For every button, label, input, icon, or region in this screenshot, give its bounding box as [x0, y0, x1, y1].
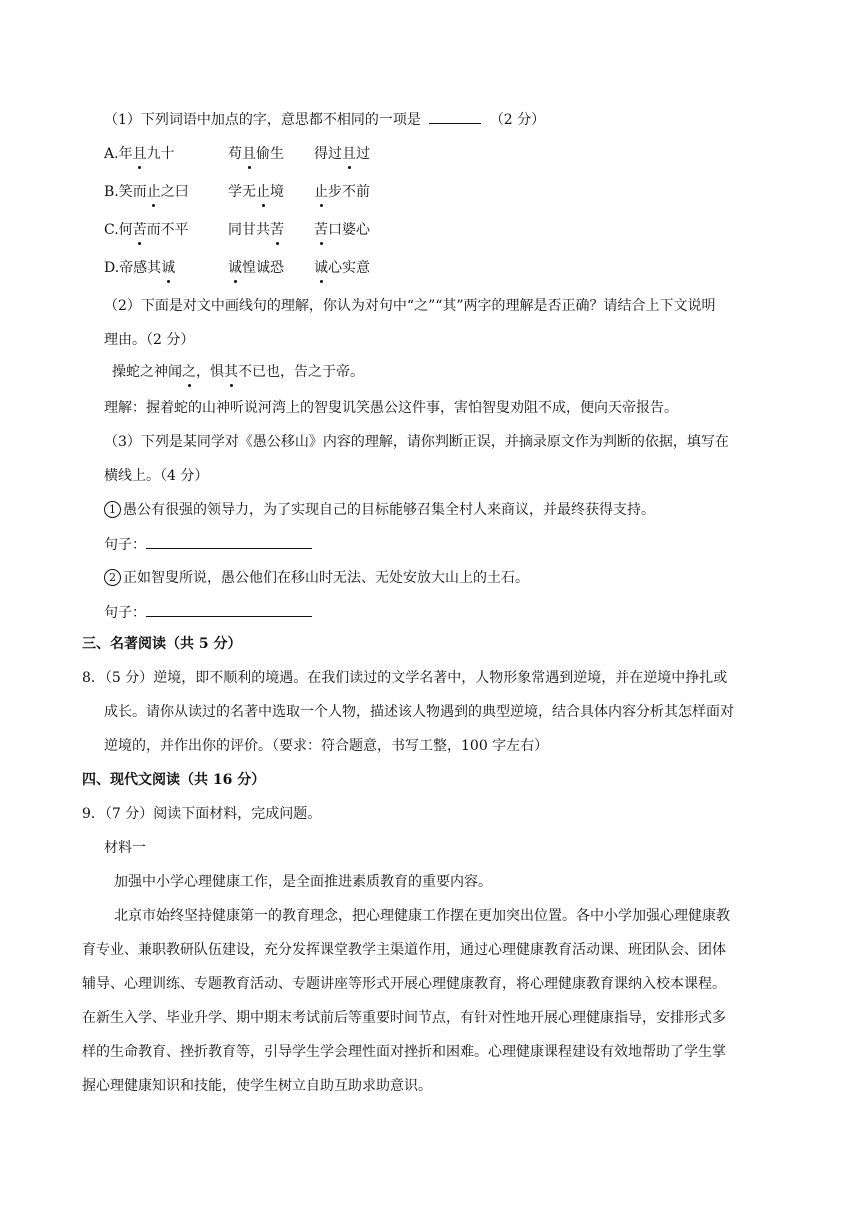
word-text: 何	[118, 222, 133, 238]
q7-sub2-quote	[112, 362, 364, 382]
option-label: A.	[104, 146, 119, 162]
dotted-char: 诚	[228, 260, 242, 276]
q7-sub1-prompt	[104, 110, 545, 130]
circled-number-1: 1	[104, 501, 121, 518]
option-row-d	[104, 258, 175, 278]
word-text: 得过	[314, 146, 342, 162]
quote-text: 操蛇之神闻	[112, 364, 182, 380]
material-para2-line: 在新生入学、毕业升学、期中期末考试前后等重要时间节点，有针对性地开展心理健康指导，安排形式多	[82, 1010, 726, 1026]
q7-sub1-score: （2 分）	[489, 112, 546, 128]
option-c-word2	[228, 220, 284, 240]
word-text: 境	[270, 184, 284, 200]
sentence-answer-line[interactable]	[146, 534, 312, 549]
q7-sub3-sentence1	[104, 534, 312, 555]
q7-sub3-prompt-line2: 横线上。（4 分）	[104, 468, 209, 484]
q9-prompt: 9．（7 分）阅读下面材料，完成问题。	[82, 806, 322, 822]
item2-text: 正如智叟所说，愚公他们在移山时无法、无处安放大山上的土石。	[123, 570, 529, 586]
option-d-word2	[228, 258, 284, 278]
option-b-word3	[314, 182, 370, 202]
option-label: B.	[104, 184, 119, 200]
section3-heading: 三、名著阅读（共 5 分）	[82, 636, 242, 652]
section4-heading: 四、现代文阅读（共 16 分）	[82, 772, 266, 788]
dotted-char: 诚	[161, 260, 176, 276]
material-para2-line: 样的生命教育、挫折教育等，引导学生学会理性面对挫折和困难。心理健康课程建设有效地帮助了学生掌	[82, 1044, 726, 1060]
material-para2-line: 辅导、心理训练、专题教育活动、专题讲座等形式开展心理健康教育，将心理健康教育课纳入校本课程。	[82, 976, 726, 992]
material-para2-line: 握心理健康知识和技能，使学生树立自助互助求助意识。	[82, 1078, 432, 1094]
word-text: 年	[118, 146, 133, 162]
option-b-word2	[228, 182, 284, 202]
q8-line1: 8．（5 分）逆境，即不顺利的境遇。在我们读过的文学名著中，人物形象常遇到逆境，并在逆境中挣扎或	[82, 670, 728, 686]
dotted-char: 且	[132, 146, 147, 162]
q7-sub2-prompt-line1: （2）下面是对文中画线句的理解，你认为对句中“之”“其”两字的理解是否正确？请结合上下文说明	[104, 298, 716, 314]
dotted-char: 止	[314, 184, 328, 200]
quote-text: ，惧	[196, 364, 224, 380]
circled-number-2: 2	[104, 569, 121, 586]
quote-text: 不已也，告之于帝。	[238, 364, 364, 380]
word-text: 偷生	[256, 146, 284, 162]
word-text: 心实意	[328, 260, 370, 276]
material-para1: 加强中小学心理健康工作，是全面推进素质教育的重要内容。	[114, 874, 492, 890]
q7-sub3-prompt-line1: （3）下列是某同学对《愚公移山》内容的理解，请你判断正误，并摘录原文作为判断的依据，填写在	[104, 434, 729, 450]
item1-text: 愚公有很强的领导力，为了实现自己的目标能够召集全村人来商议，并最终获得支持。	[123, 502, 655, 518]
q8-line2: 成长。请你从读过的名著中选取一个人物，描述该人物遇到的典型逆境，结合具体内容分析其怎样面对	[104, 704, 734, 720]
q7-sub3-item1	[104, 500, 655, 520]
word-text: 帝感其	[119, 260, 162, 276]
material-para2-line: 育专业、兼职教研队伍建设，充分发挥课堂教学主渠道作用，通过心理健康教育活动课、班团队会、团体	[82, 942, 726, 958]
sentence-answer-line[interactable]	[146, 602, 312, 617]
q7-sub2-prompt-line2: 理由。（2 分）	[104, 332, 195, 348]
dotted-char: 止	[146, 184, 161, 200]
word-text: 笑而	[118, 184, 147, 200]
material-title: 材料一	[104, 840, 146, 856]
option-row-c	[104, 220, 189, 240]
dotted-char-zhi: 之	[182, 364, 196, 380]
word-text: 而不平	[146, 222, 189, 238]
dotted-char: 苦	[270, 222, 284, 238]
option-label: C.	[104, 222, 119, 238]
dotted-char: 且	[342, 146, 356, 162]
word-text: 之曰	[160, 184, 189, 200]
option-c-word3	[314, 220, 370, 240]
word-text: 过	[356, 146, 370, 162]
q7-sub1-prompt-text: （1）下列词语中加点的字，意思都不相同的一项是	[104, 112, 421, 128]
word-text: 惶诚恐	[242, 260, 284, 276]
word-text: 口婆心	[328, 222, 370, 238]
word-text: 苟	[228, 146, 242, 162]
dotted-char: 苦	[314, 222, 328, 238]
option-label: D.	[104, 260, 120, 276]
q7-sub2-understanding: 理解：握着蛇的山神听说河湾上的智叟讥笑愚公这件事，害怕智叟劝阻不成，便向天帝报告。	[104, 400, 678, 416]
dotted-char: 且	[242, 146, 256, 162]
q7-sub3-sentence2	[104, 602, 312, 623]
q7-sub3-item2	[104, 568, 529, 588]
dotted-char: 止	[256, 184, 270, 200]
sentence-label: 句子：	[104, 605, 146, 621]
word-text: 步不前	[328, 184, 370, 200]
option-row-a	[104, 144, 175, 164]
word-text: 同甘共	[228, 222, 270, 238]
option-d-word3	[314, 258, 370, 278]
material-para2-line: 北京市始终坚持健康第一的教育理念，把心理健康工作摆在更加突出位置。各中小学加强心理健康教	[114, 908, 730, 924]
option-a-word2	[228, 144, 284, 164]
dotted-char: 诚	[314, 260, 328, 276]
answer-blank[interactable]	[429, 123, 481, 124]
option-a-word3	[314, 144, 370, 164]
sentence-label: 句子：	[104, 537, 146, 553]
word-text: 九十	[146, 146, 175, 162]
dotted-char-qi: 其	[224, 364, 238, 380]
dotted-char: 苦	[132, 222, 147, 238]
word-text: 学无	[228, 184, 256, 200]
q8-line3: 逆境的，并作出你的评价。（要求：符合题意，书写工整，100 字左右）	[104, 738, 549, 754]
option-row-b	[104, 182, 189, 202]
